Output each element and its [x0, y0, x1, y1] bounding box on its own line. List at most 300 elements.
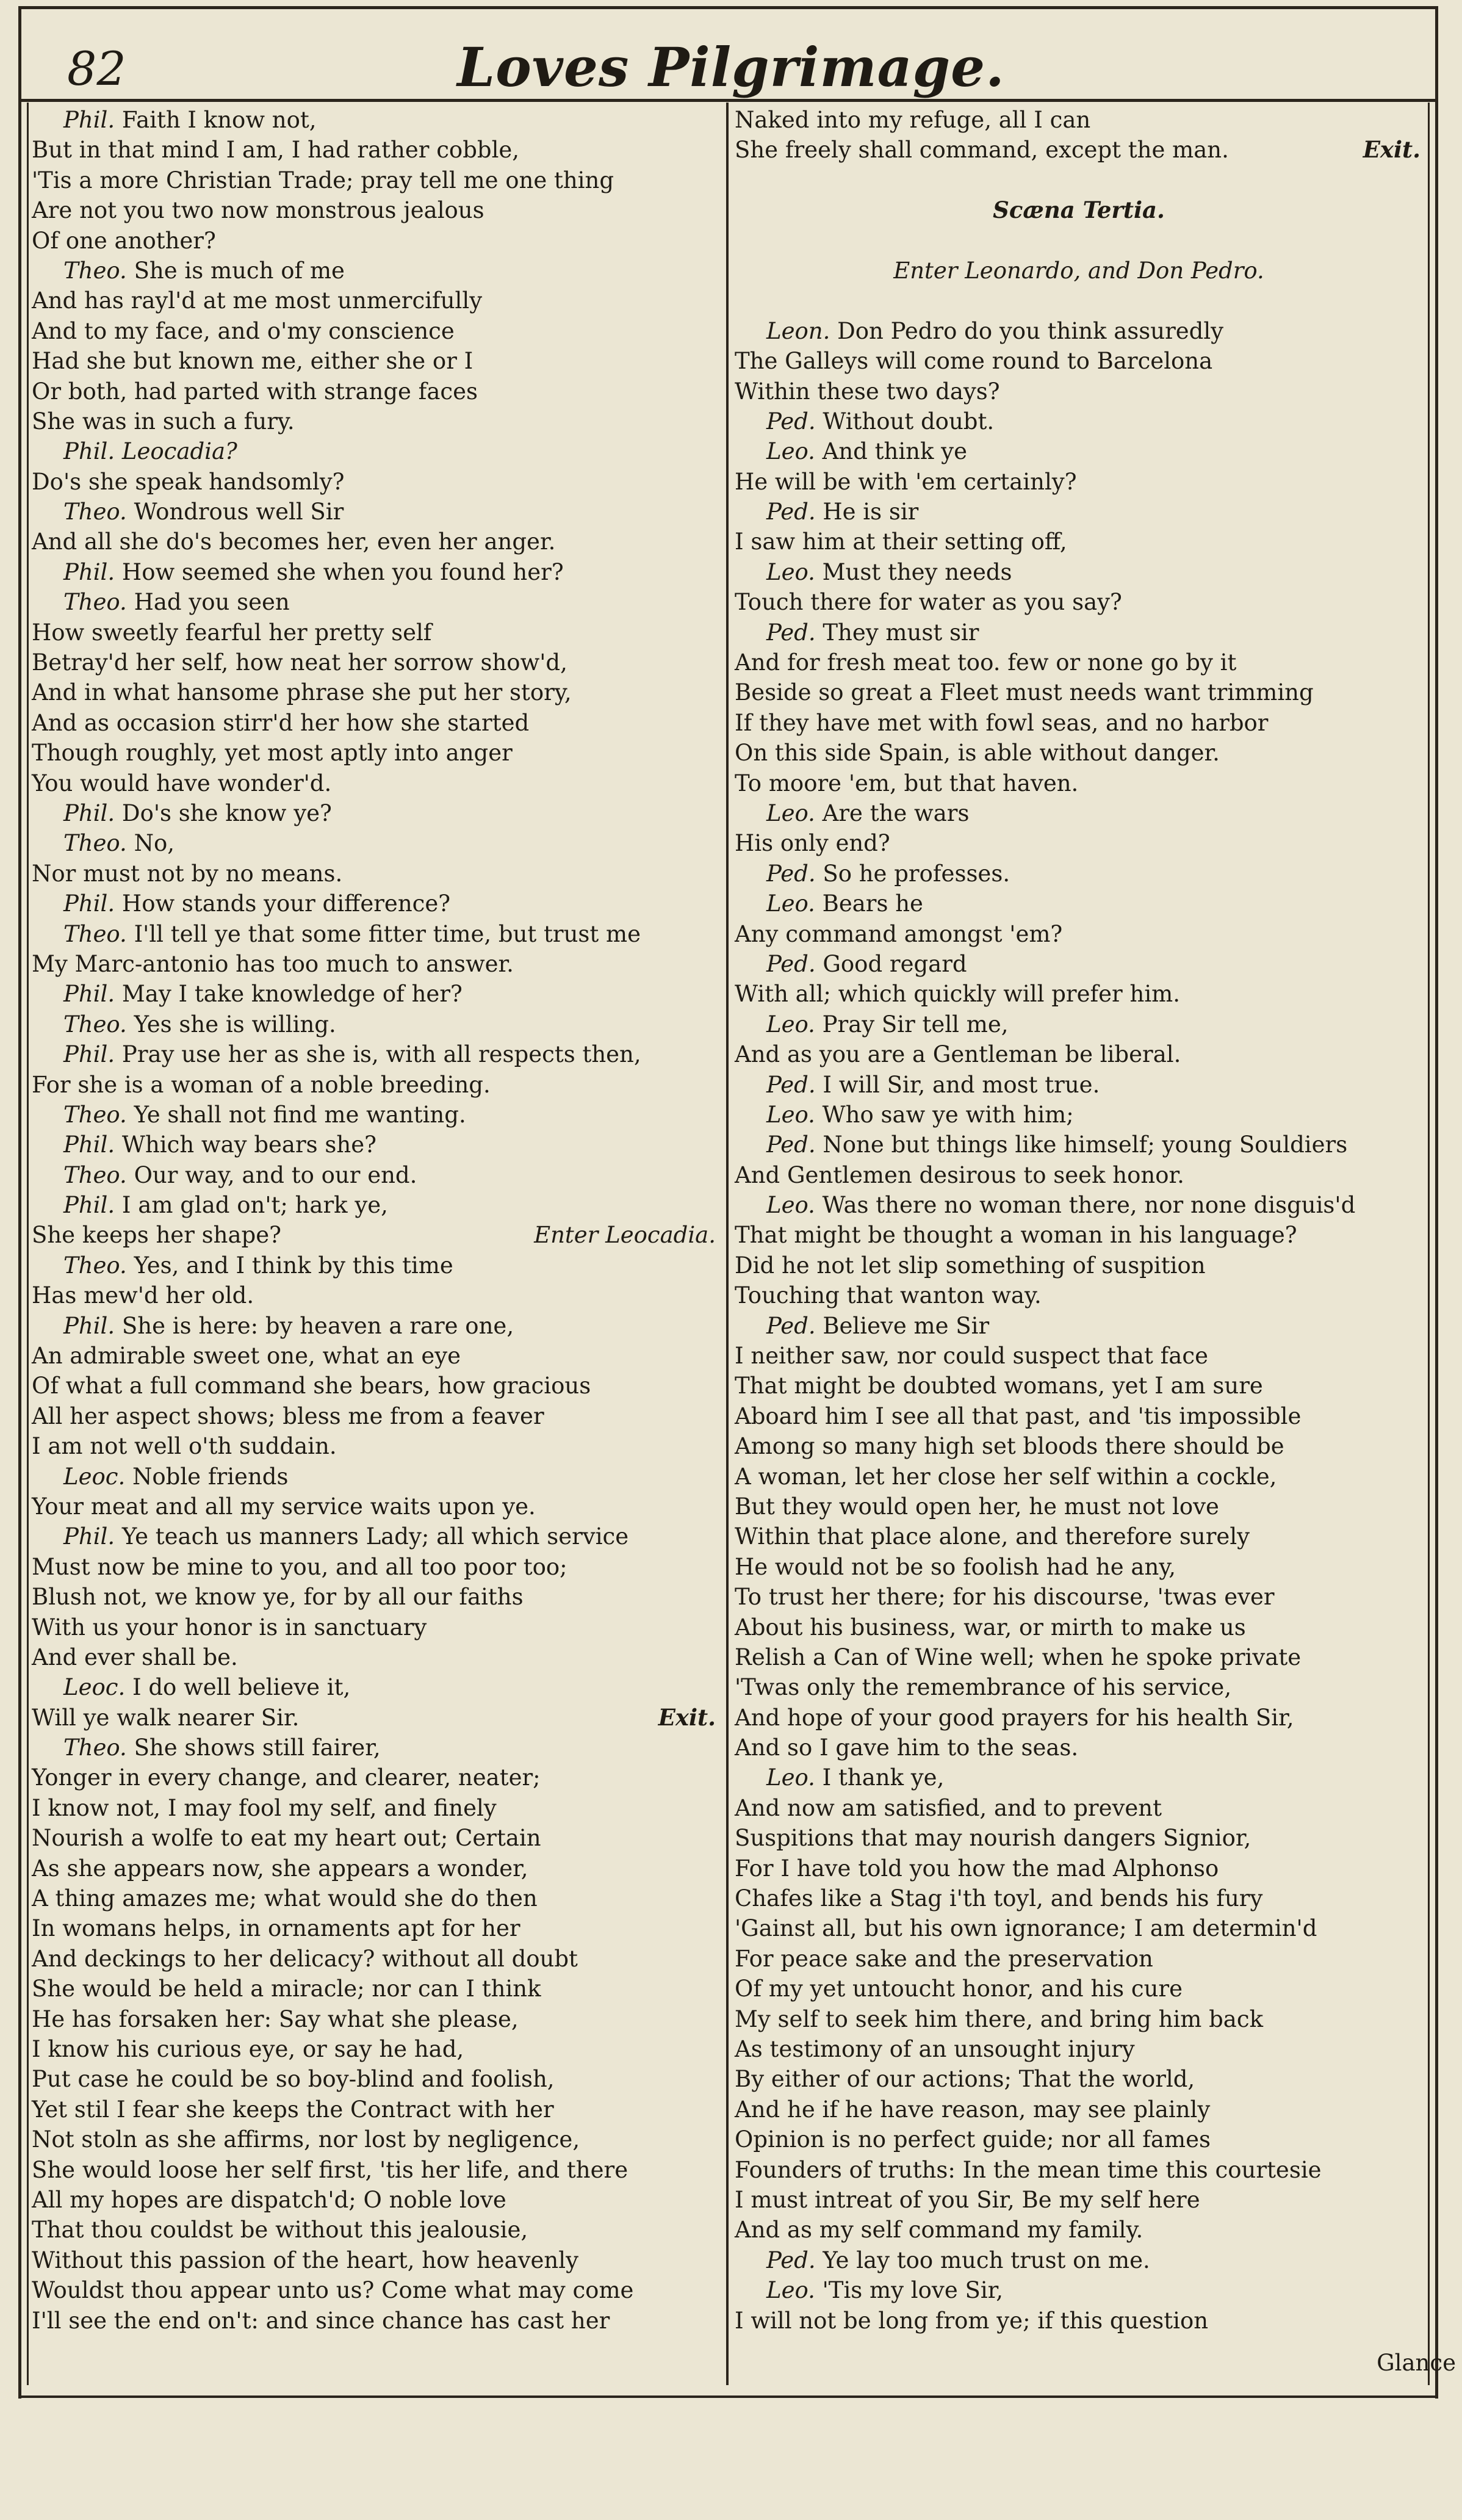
verse-line: [735, 738, 1423, 768]
verse-line: [32, 768, 718, 798]
verse-line: [32, 979, 718, 1009]
verse-line: [735, 2306, 1423, 2336]
line-text: I neither saw, nor could suspect that face: [735, 1343, 1208, 1370]
line-text: A thing amazes me; what would she do then: [32, 1885, 538, 1912]
verse-line: [32, 1492, 718, 1522]
line-text: Opinion is no perfect guide; nor all fames: [735, 2126, 1211, 2153]
verse-line: [32, 1552, 718, 1582]
verse-line: [32, 1582, 718, 1612]
line-text: As testimony of an unsought injury: [735, 2036, 1135, 2062]
verse-line: [32, 618, 718, 648]
speaker-name: Theo.: [63, 589, 127, 616]
line-text: She would loose her self first, 'tis her life, and there: [32, 2156, 628, 2183]
line-text: Noble friends: [132, 1463, 289, 1490]
line-text: Blush not, we know ye, for by all our faiths: [32, 1584, 524, 1611]
page-header: [24, 11, 1438, 99]
speaker-name: Theo.: [63, 920, 127, 947]
column-divider: [726, 103, 729, 2385]
line-text: You would have wonder'd.: [32, 770, 332, 796]
verse-line: [32, 1130, 718, 1160]
verse-line: [735, 949, 1423, 979]
line-text: All my hopes are dispatch'd; O noble love: [32, 2186, 506, 2213]
line-text: And as my self command my family.: [735, 2217, 1143, 2244]
line-text: She keeps her shape?: [32, 1222, 281, 1249]
verse-line: [735, 135, 1423, 165]
verse-line: [735, 1280, 1423, 1310]
line-text: She shows still fairer,: [134, 1735, 381, 1761]
line-text: And in what hansome phrase she put her story,: [32, 679, 572, 706]
verse-line: [32, 2155, 718, 2185]
verse-line: [32, 1913, 718, 1943]
verse-line: [735, 1854, 1423, 1883]
line-text: Suspitions that may nourish dangers Signior,: [735, 1825, 1251, 1852]
line-text: So he professes.: [823, 860, 1010, 887]
line-text: Do's she know ye?: [121, 800, 332, 826]
line-text: She is here: by heaven a rare one,: [121, 1312, 514, 1339]
page-frame-right: [1435, 6, 1438, 2399]
catchword: Glance: [1377, 2350, 1456, 2376]
line-text: Naked into my refuge, all I can: [735, 107, 1091, 133]
verse-line: [32, 2215, 718, 2245]
verse-line: [735, 527, 1423, 557]
verse-line: [32, 2064, 718, 2094]
page-frame-left: [18, 6, 21, 2399]
line-text: In womans helps, in ornaments apt for her: [32, 1915, 520, 1942]
verse-line: [735, 618, 1423, 648]
line-text: I'll see the end on't: and since chance has cast her: [32, 2307, 610, 2334]
verse-line: [32, 828, 718, 858]
verse-line: [735, 1612, 1423, 1642]
line-text: I thank ye,: [822, 1764, 945, 1791]
line-text: And he if he have reason, may see plainly: [735, 2096, 1211, 2123]
speaker-name: Leon.: [766, 317, 830, 344]
verse-line: [32, 1039, 718, 1069]
speaker-name: Theo.: [63, 1252, 127, 1279]
line-text: Nor must not by no means.: [32, 860, 343, 887]
verse-line: [735, 798, 1423, 828]
verse-line: [735, 859, 1423, 889]
verse-line: [32, 2034, 718, 2064]
line-text: I am not well o'th suddain.: [32, 1433, 337, 1460]
line-text: And deckings to her delicacy? without all doubt: [32, 1945, 578, 1972]
line-text: Which way bears she?: [121, 1132, 376, 1158]
line-text: None but things like himself; young Souldiers: [823, 1132, 1348, 1158]
verse-line: [735, 1431, 1423, 1461]
verse-line: [32, 497, 718, 527]
verse-line: [32, 1763, 718, 1793]
line-text: I know his curious eye, or say he had,: [32, 2036, 464, 2062]
verse-line: [735, 2275, 1423, 2305]
speaker-name: Theo.: [63, 1011, 127, 1038]
speaker-name: Ped.: [766, 2247, 816, 2273]
line-text: Aboard him I see all that past, and 'tis impossible: [735, 1403, 1302, 1429]
verse-line: [735, 1371, 1423, 1401]
line-text: Though roughly, yet most aptly into anger: [32, 740, 513, 767]
verse-line: [32, 1401, 718, 1431]
line-text: Beside so great a Fleet must needs want trimming: [735, 679, 1314, 706]
verse-line: [32, 1612, 718, 1642]
verse-line: [32, 1190, 718, 1220]
line-text: Has mew'd her old.: [32, 1282, 254, 1309]
verse-line: [32, 1371, 718, 1401]
line-text: Yes, and I think by this time: [134, 1252, 453, 1279]
verse-line: [735, 1823, 1423, 1853]
line-text: Will ye walk nearer Sir.: [32, 1704, 300, 1731]
line-text: That might be thought a woman in his language?: [735, 1222, 1297, 1249]
verse-line: [735, 1883, 1423, 1913]
line-text: Are not you two now monstrous jealous: [32, 197, 484, 224]
line-text: As she appears now, she appears a wonder,: [32, 1855, 528, 1882]
line-text: Who saw ye with him;: [822, 1101, 1074, 1128]
verse-line: [735, 1703, 1423, 1733]
line-text: Had she but known me, either she or I: [32, 348, 474, 375]
verse-line: [32, 256, 718, 286]
inner-rule-left: [27, 103, 29, 2385]
line-text: She is much of me: [134, 257, 345, 284]
verse-line: [32, 226, 718, 256]
line-text: Pray Sir tell me,: [822, 1011, 1009, 1038]
verse-line: [32, 2306, 718, 2336]
speaker-name: Leo.: [766, 558, 815, 585]
line-text: Ye lay too much trust on me.: [823, 2247, 1150, 2273]
verse-line: [735, 1672, 1423, 1702]
line-text: And as you are a Gentleman be liberal.: [735, 1041, 1181, 1068]
speaker-name: Phil.: [63, 107, 115, 133]
verse-line: [735, 1522, 1423, 1551]
line-text: Did he not let slip something of suspition: [735, 1252, 1206, 1279]
line-text: Do's she speak handsomly?: [32, 468, 345, 495]
verse-line: [735, 1793, 1423, 1823]
line-text: 'Tis my love Sir,: [822, 2277, 1004, 2304]
verse-line: [735, 919, 1423, 949]
speaker-name: Ped.: [766, 1312, 816, 1339]
verse-line: [32, 1944, 718, 1974]
verse-line: [32, 1733, 718, 1763]
verse-line: [735, 1130, 1423, 1160]
line-text: Betray'd her self, how neat her sorrow show'd,: [32, 649, 567, 676]
verse-line: [32, 708, 718, 738]
line-text: Yes she is willing.: [134, 1011, 336, 1038]
line-text: Or both, had parted with strange faces: [32, 378, 478, 405]
speaker-name: Leo.: [766, 890, 815, 917]
line-text: Within that place alone, and therefore surely: [735, 1523, 1250, 1550]
verse-line: [735, 467, 1423, 497]
line-text: Yet stil I fear she keeps the Contract with her: [32, 2096, 554, 2123]
verse-line: [32, 1070, 718, 1100]
line-text: Our way, and to our end.: [134, 1161, 417, 1188]
verse-line: [735, 1492, 1423, 1522]
verse-line: [735, 1763, 1423, 1793]
verse-line: [735, 2245, 1423, 2275]
speaker-name: Leoc.: [63, 1463, 126, 1490]
verse-line: [32, 316, 718, 346]
line-text: Touching that wanton way.: [735, 1282, 1042, 1309]
verse-line: [735, 2185, 1423, 2215]
speaker-name: Phil.: [63, 981, 115, 1008]
verse-line: [735, 828, 1423, 858]
verse-line: [735, 1733, 1423, 1763]
verse-line: [735, 768, 1423, 798]
speaker-name: Theo.: [63, 1161, 127, 1188]
exit-direction: Exit.: [658, 1703, 716, 1731]
speaker-name: Phil.: [63, 1041, 115, 1068]
line-text: Bears he: [822, 890, 923, 917]
verse-line: [735, 1251, 1423, 1280]
verse-line: [735, 2095, 1423, 2125]
line-text: All her aspect shows; bless me from a feaver: [32, 1403, 544, 1429]
verse-line: [735, 557, 1423, 587]
line-text: My self to seek him there, and bring him back: [735, 2006, 1264, 2032]
line-text: He has forsaken her: Say what she please,: [32, 2006, 519, 2032]
verse-line: [32, 346, 718, 376]
line-text: Yonger in every change, and clearer, neater;: [32, 1764, 541, 1791]
top-rule: [18, 6, 1438, 9]
verse-line: [32, 2004, 718, 2034]
line-text: Must they needs: [822, 558, 1012, 585]
line-text: Ye shall not find me wanting.: [134, 1101, 466, 1128]
line-text: 'Tis a more Christian Trade; pray tell me one thing: [32, 167, 614, 193]
line-text: She was in such a fury.: [32, 408, 295, 435]
line-text: Without doubt.: [823, 408, 995, 435]
verse-line: [735, 708, 1423, 738]
line-text: And as occasion stirr'd her how she started: [32, 709, 530, 736]
verse-line: [735, 1462, 1423, 1492]
line-text: Believe me Sir: [823, 1312, 990, 1339]
speaker-name: Theo.: [63, 257, 127, 284]
speaker-name: Leo.: [766, 1764, 815, 1791]
verse-line: [735, 1974, 1423, 2004]
verse-line: [32, 919, 718, 949]
verse-line: [32, 1823, 718, 1853]
verse-line: [32, 2275, 718, 2305]
line-text: Ye teach us manners Lady; all which service: [121, 1523, 629, 1550]
line-text: Wouldst thou appear unto us? Come what may come: [32, 2277, 634, 2304]
verse-line: [32, 2245, 718, 2275]
line-text: Faith I know not,: [121, 107, 317, 133]
verse-line: [735, 889, 1423, 919]
verse-line: [735, 1070, 1423, 1100]
speaker-name: Phil.: [63, 1132, 115, 1158]
running-title: Loves Pilgrimage.: [457, 35, 1005, 99]
speaker-name: Ped.: [766, 1132, 816, 1158]
verse-line: [32, 1220, 718, 1250]
line-text: How seemed she when you found her?: [121, 558, 564, 585]
verse-line: [735, 1582, 1423, 1612]
line-text: Wondrous well Sir: [134, 499, 344, 525]
verse-line: [32, 2125, 718, 2154]
verse-line: [32, 557, 718, 587]
verse-line: [735, 2064, 1423, 2094]
speaker-name: Phil.: [63, 1523, 115, 1550]
verse-line: [735, 1009, 1423, 1039]
verse-line: [32, 406, 718, 436]
line-text: They must sir: [823, 619, 979, 646]
verse-line: [735, 497, 1423, 527]
verse-line: [32, 1009, 718, 1039]
verse-line: [32, 436, 718, 466]
verse-line: [32, 165, 718, 195]
line-text: With all; which quickly will prefer him.: [735, 981, 1181, 1008]
verse-line: [735, 677, 1423, 707]
line-text: And to my face, and o'my conscience: [32, 317, 455, 344]
line-text: About his business, war, or mirth to make us: [735, 1614, 1246, 1641]
line-text: How sweetly fearful her pretty self: [32, 619, 432, 646]
speaker-name: Ped.: [766, 408, 816, 435]
page-frame-bottom: [18, 2395, 1438, 2398]
line-text: Must now be mine to you, and all too poor too;: [32, 1553, 567, 1580]
line-text: He would not be so foolish had he any,: [735, 1553, 1176, 1580]
line-text: 'Twas only the remembrance of his service,: [735, 1674, 1232, 1701]
verse-line: [32, 1793, 718, 1823]
verse-line: [32, 648, 718, 677]
speaker-name: Phil.: [63, 438, 115, 465]
line-text: And so I gave him to the seas.: [735, 1735, 1079, 1761]
right-column: [735, 105, 1423, 2336]
verse-line: [32, 949, 718, 979]
speaker-name: Theo.: [63, 1101, 127, 1128]
verse-line: [32, 1311, 718, 1341]
blank-line: [735, 165, 1423, 195]
line-text: A woman, let her close her self within a cockle,: [735, 1463, 1277, 1490]
verse-line: [32, 377, 718, 406]
speaker-name: Ped.: [766, 619, 816, 646]
line-text: To moore 'em, but that haven.: [735, 770, 1079, 796]
verse-line: [735, 1944, 1423, 1974]
line-text: Touch there for water as you say?: [735, 589, 1122, 616]
verse-line: [32, 1672, 718, 1702]
verse-line: [32, 467, 718, 497]
blank-line: [735, 286, 1423, 316]
line-text: For she is a woman of a noble breeding.: [32, 1071, 491, 1098]
verse-line: [32, 1462, 718, 1492]
verse-line: [735, 1100, 1423, 1130]
line-text: I must intreat of you Sir, Be my self here: [735, 2186, 1200, 2213]
verse-line: [32, 738, 718, 768]
line-text: And now am satisfied, and to prevent: [735, 1794, 1162, 1821]
speaker-name: Leo.: [766, 2277, 815, 2304]
line-text: By either of our actions; That the world,: [735, 2066, 1195, 2093]
verse-line: [735, 316, 1423, 346]
speaker-name: Phil.: [63, 890, 115, 917]
line-text: Without this passion of the heart, how heavenly: [32, 2247, 578, 2273]
speaker-name: Phil.: [63, 1312, 115, 1339]
line-text: Pray use her as she is, with all respects then,: [121, 1041, 641, 1068]
line-text: He is sir: [823, 499, 919, 525]
line-text: If they have met with fowl seas, and no harbor: [735, 709, 1269, 736]
speaker-name: Phil.: [63, 800, 115, 826]
page-number: 82: [67, 42, 126, 96]
line-text: For I have told you how the mad Alphonso: [735, 1855, 1219, 1882]
line-text: And all she do's becomes her, even her anger.: [32, 529, 556, 555]
line-text: I will Sir, and most true.: [823, 1071, 1100, 1098]
verse-line: [735, 1552, 1423, 1582]
speaker-name: Phil.: [63, 1192, 115, 1219]
verse-line: [32, 2185, 718, 2215]
line-text: And has rayl'd at me most unmercifully: [32, 287, 483, 314]
speaker-name: Leo.: [766, 1011, 815, 1038]
verse-line: [735, 406, 1423, 436]
verse-line: [735, 2155, 1423, 2185]
line-text: Nourish a wolfe to eat my heart out; Certain: [32, 1825, 541, 1852]
line-text: He will be with 'em certainly?: [735, 468, 1077, 495]
line-text: 'Gainst all, but his own ignorance; I am determin'd: [735, 1915, 1317, 1942]
line-text: Of what a full command she bears, how gracious: [32, 1373, 591, 1399]
line-text: And Gentlemen desirous to seek honor.: [735, 1161, 1184, 1188]
line-text: That might be doubted womans, yet I am sure: [735, 1373, 1263, 1399]
verse-line: [32, 195, 718, 225]
line-text: I'll tell ye that some fitter time, but trust me: [134, 920, 641, 947]
speaker-name: Leo.: [766, 1192, 815, 1219]
line-text: My Marc-antonio has too much to answer.: [32, 950, 514, 977]
verse-line: [735, 587, 1423, 617]
line-text: I do well believe it,: [132, 1674, 351, 1701]
scene-heading: Scæna Tertia.: [993, 197, 1165, 224]
verse-line: [735, 1190, 1423, 1220]
verse-line: [32, 677, 718, 707]
verse-line: [32, 1703, 718, 1733]
verse-line: [32, 1974, 718, 2004]
verse-line: [32, 1854, 718, 1883]
verse-line: [32, 1341, 718, 1371]
line-text: And ever shall be.: [32, 1644, 238, 1670]
line-text: Founders of truths: In the mean time this courtesie: [735, 2156, 1322, 2183]
verse-line: [735, 2034, 1423, 2064]
inner-rule-right: [1428, 103, 1430, 2385]
speaker-name: Ped.: [766, 499, 816, 525]
speaker-name: Leo.: [766, 1101, 815, 1128]
verse-line: [735, 105, 1423, 135]
line-text: Put case he could be so boy-blind and foolish,: [32, 2066, 555, 2093]
exit-direction: Exit.: [1363, 136, 1421, 164]
line-text: The Galleys will come round to Barcelona: [735, 348, 1213, 375]
speaker-name: Ped.: [766, 1071, 816, 1098]
line-text: May I take knowledge of her?: [121, 981, 463, 1008]
verse-line: [735, 1401, 1423, 1431]
verse-line: [32, 1642, 718, 1672]
verse-line: [735, 346, 1423, 376]
verse-line: [32, 1883, 718, 1913]
verse-line: [735, 1913, 1423, 1943]
line-text: I know not, I may fool my self, and finely: [32, 1794, 497, 1821]
speaker-name: Ped.: [766, 950, 816, 977]
verse-line: [735, 1220, 1423, 1250]
verse-line: [735, 979, 1423, 1009]
verse-line: [32, 1251, 718, 1280]
verse-line: [32, 859, 718, 889]
line-text: Good regard: [823, 950, 967, 977]
stage-direction: Enter Leocadia.: [534, 1222, 716, 1249]
line-text: Chafes like a Stag i'th toyl, and bends his fury: [735, 1885, 1263, 1912]
verse-line: [735, 1642, 1423, 1672]
line-text: For peace sake and the preservation: [735, 1945, 1153, 1972]
line-text: She freely shall command, except the man.: [735, 137, 1229, 164]
speaker-name: Leo.: [766, 438, 815, 465]
left-column: [32, 105, 718, 2336]
verse-line: [32, 1431, 718, 1461]
line-text: Don Pedro do you think assuredly: [837, 317, 1224, 344]
speaker-name: Leo.: [766, 800, 815, 826]
verse-line: [735, 648, 1423, 677]
line-text: Any command amongst 'em?: [735, 920, 1063, 947]
line-text: I will not be long from ye; if this question: [735, 2307, 1209, 2334]
speaker-name: Leoc.: [63, 1674, 126, 1701]
line-text: Of one another?: [32, 227, 216, 254]
verse-line: [735, 1160, 1423, 1190]
line-text: But in that mind I am, I had rather cobble,: [32, 137, 520, 164]
line-text: Your meat and all my service waits upon ye.: [32, 1493, 536, 1520]
verse-line: [735, 436, 1423, 466]
verse-line: [32, 889, 718, 919]
